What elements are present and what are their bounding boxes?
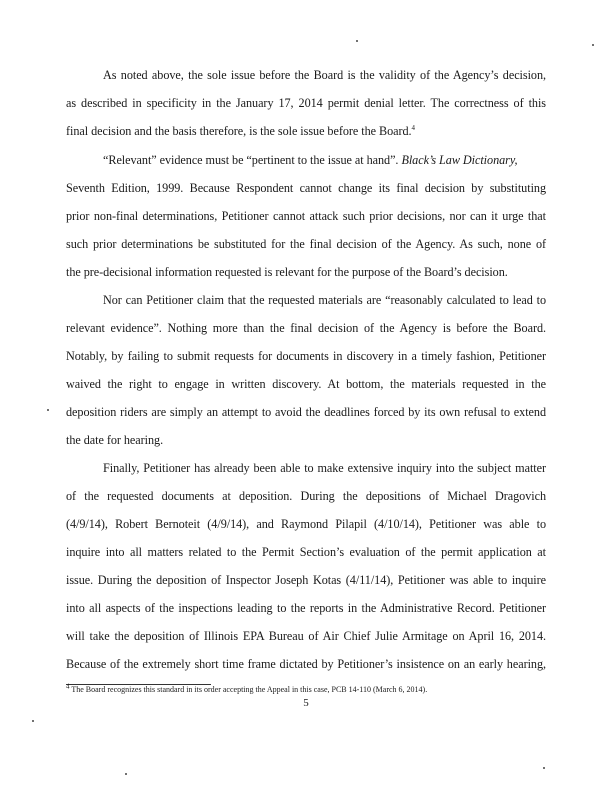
scan-speck	[356, 40, 358, 42]
text-line: Seventh Edition, 1999. Because Respondent cannot change its final decision by substituting	[66, 181, 546, 195]
footnote	[66, 682, 546, 695]
text-line: of the requested documents at deposition. During the depositions of Michael Dragovich	[66, 489, 546, 503]
footnote-reference: 4	[411, 123, 415, 132]
text-line	[66, 124, 546, 138]
text-line: relevant evidence”. Nothing more than the final decision of the Agency is before the Board.	[66, 321, 546, 335]
text-line: deposition riders are simply an attempt to avoid the deadlines forced by its own refusal to extend	[66, 405, 546, 419]
citation-title: Black’s Law Dictionary,	[401, 153, 518, 167]
scan-speck	[592, 44, 594, 46]
text-line: Notably, by failing to submit requests for documents in discovery in a timely fashion, Petitioner	[66, 349, 546, 363]
text-line: will take the deposition of Illinois EPA Bureau of Air Chief Julie Armitage on April 16, 2014.	[66, 629, 546, 643]
scan-speck	[125, 773, 127, 775]
page-number: 5	[303, 697, 309, 709]
footnote-text: The Board recognizes this standard in its order accepting the Appeal in this case, PCB 14-110 (March 6, 2014).	[71, 685, 428, 694]
footnote-marker: 4	[66, 682, 70, 691]
text-line: Finally, Petitioner has already been able to make extensive inquiry into the subject matter	[103, 461, 546, 475]
text-line: waived the right to engage in written discovery. At bottom, the materials requested in the	[66, 377, 546, 391]
scan-speck	[32, 720, 34, 722]
text-line-content: final decision and the basis therefore, is the sole issue before the Board.	[66, 124, 412, 138]
text-line: Because of the extremely short time frame dictated by Petitioner’s insistence on an early hearing,	[66, 657, 546, 671]
text-line: prior non-final determinations, Petitioner cannot attack such prior decisions, nor can it urge that	[66, 209, 546, 223]
text-line: as described in specificity in the January 17, 2014 permit denial letter. The correctness of this	[66, 96, 546, 110]
scan-speck	[543, 767, 545, 769]
text-line: the date for hearing.	[66, 433, 164, 447]
text-line: (4/9/14), Robert Bernoteit (4/9/14), and Raymond Pilapil (4/10/14), Petitioner was able to	[66, 517, 546, 531]
scan-speck	[47, 409, 49, 411]
text-line: such prior determinations be substituted for the final decision of the Agency. As such, none of	[66, 237, 546, 251]
text-line: the pre-decisional information requested is relevant for the purpose of the Board’s decision.	[66, 265, 508, 279]
text-line: As noted above, the sole issue before the Board is the validity of the Agency’s decision,	[103, 68, 546, 82]
text-line: issue. During the deposition of Inspector Joseph Kotas (4/11/14), Petitioner was able to inquire	[66, 573, 546, 587]
text-line: inquire into all matters related to the Permit Section’s evaluation of the permit application at	[66, 545, 546, 559]
text-line: Nor can Petitioner claim that the requested materials are “reasonably calculated to lead to	[103, 293, 546, 307]
text-line-content: “Relevant” evidence must be “pertinent to the issue at hand”.	[103, 153, 399, 167]
text-line: into all aspects of the inspections leading to the reports in the Administrative Record. Petitioner	[66, 601, 546, 615]
text-line	[103, 153, 546, 167]
